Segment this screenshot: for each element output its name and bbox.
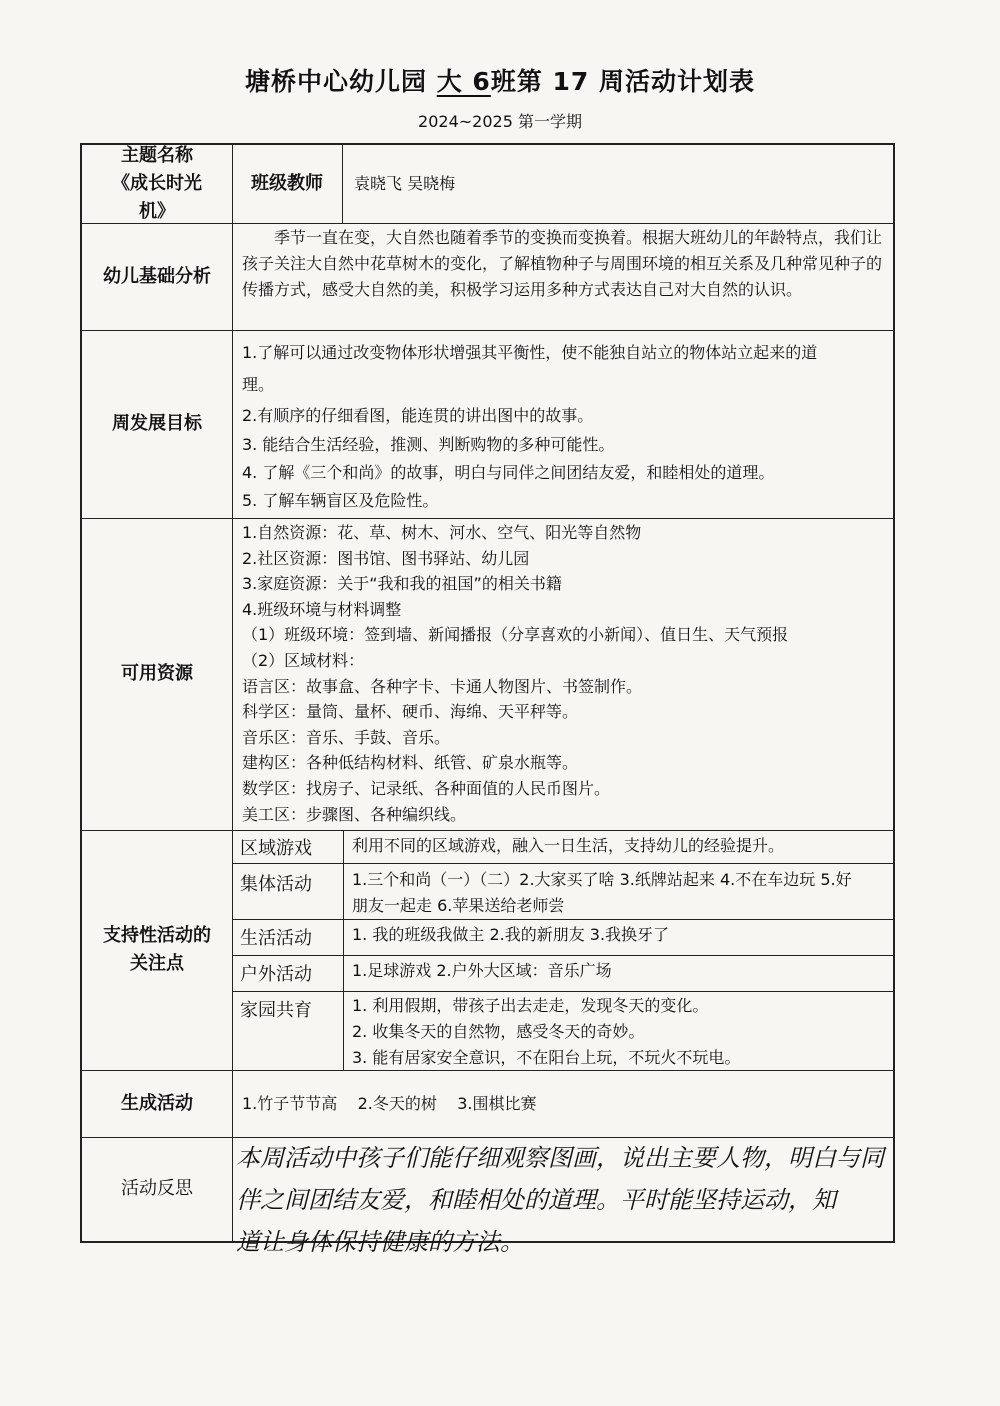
goal-item: 5. 了解车辆盲区及危险性。 [242,491,439,510]
support-row-text: 1. 利用假期，带孩子出去走走，发现冬天的变化。 2. 收集冬天的自然物，感受冬天的奇妙。 3. 能有居家安全意识，不在阳台上玩，不玩火不玩电。 [352,996,741,1067]
goals-list [242,337,887,517]
support-label: 支持性活动的 关注点 [103,925,211,974]
generated-text: 1.竹子节节高 2.冬天的树 3.围棋比赛 [242,1094,537,1113]
resource-item: 建构区：各种低结构材料、纸管、矿泉水瓶等。 [242,753,579,773]
resource-item: 美工区：步骤图、各种编织线。 [242,804,467,824]
goals-label: 周发展目标 [112,413,202,434]
resource-item: 2.社区资源：图书馆、图书驿站、幼儿园 [242,548,530,568]
resource-item: 3.家庭资源：关于“我和我的祖国”的相关书籍 [242,574,562,594]
resources-label: 可用资源 [121,663,193,684]
reflection-text: 本周活动中孩子们能仔细观察图画，说出主要人物，明白与同 伴之间团结友爱，和睦相处的道理。平时能坚持运动，知 道让身体保持健康的方法。 [236,1144,884,1256]
support-row-text: 利用不同的区域游戏，融入一日生活，支持幼儿的经验提升。 [352,836,785,855]
resource-item: 数学区：找房子、记录纸、各种面值的人民币图片。 [242,778,611,798]
support-row-name: 区域游戏 [240,837,312,859]
analysis-label: 幼儿基础分析 [103,265,211,287]
support-row-name: 户外活动 [240,964,312,985]
teacher-label: 班级教师 [251,173,323,194]
support-row-text: 1.三个和尚（一）（二）2.大家买了啥 3.纸牌站起来 4.不在车边玩 5.好 朋友一起走 6.苹果送给老师尝 [352,870,852,915]
support-row-text: 1.足球游戏 2.户外大区域：音乐广场 [352,961,612,980]
resource-item: 科学区：量筒、量杯、硬币、海绵、天平秤等。 [242,702,579,722]
resource-item: 语言区：故事盒、各种字卡、卡通人物图片、书签制作。 [242,676,643,696]
plan-table [80,143,895,1256]
class-name: 大 6 [436,67,491,96]
page-title: 塘桥中心幼儿园 大 6班第 17 周活动计划表 [244,67,756,96]
goal-item: 理。 [242,375,275,394]
teacher-names: 袁晓飞 吴晓梅 [354,174,456,193]
analysis-text: 季节一直在变，大自然也随着季节的变换而变换着。根据大班幼儿的年龄特点，我们让孩子关注大自然中花草树木的变化，了解植物种子与周围环境的相互关系及几种常见种子的传播方式，感受大自然的美，积极学习运用多种方式表达自己对大自然的认识。 [242,228,883,299]
reflection-label: 活动反思 [121,1178,193,1199]
resources-list [242,520,887,828]
support-row-name: 家园共育 [240,1000,312,1021]
goal-item: 4. 了解《三个和尚》的故事，明白与同伴之间团结友爱，和睦相处的道理。 [242,463,775,482]
goal-item: 1.了解可以通过改变物体形状增强其平衡性，使不能独自站立的物体站立起来的道 [242,343,818,362]
resource-item: 1.自然资源：花、草、树木、河水、空气、阳光等自然物 [242,523,642,542]
resource-item: 4.班级环境与材料调整 [242,599,402,619]
support-row-name: 生活活动 [240,928,312,949]
generated-label: 生成活动 [121,1092,193,1114]
support-row-text: 1. 我的班级我做主 2.我的新朋友 3.我换牙了 [352,925,670,944]
resource-item: 音乐区：音乐、手鼓、音乐。 [242,727,451,747]
resource-item: （1）班级环境：签到墙、新闻播报（分享喜欢的小新闻）、值日生、天气预报 [242,625,789,645]
resource-item: （2）区域材料： [242,650,365,670]
goal-item: 2.有顺序的仔细看图，能连贯的讲出图中的故事。 [242,406,594,425]
goal-item: 3. 能结合生活经验，推测、判断购物的多种可能性。 [242,435,615,454]
term: 2024~2025 第一学期 [418,112,582,131]
support-row-name: 集体活动 [240,874,312,895]
theme-label: 主题名称 《成长时光 机》 [112,145,202,222]
